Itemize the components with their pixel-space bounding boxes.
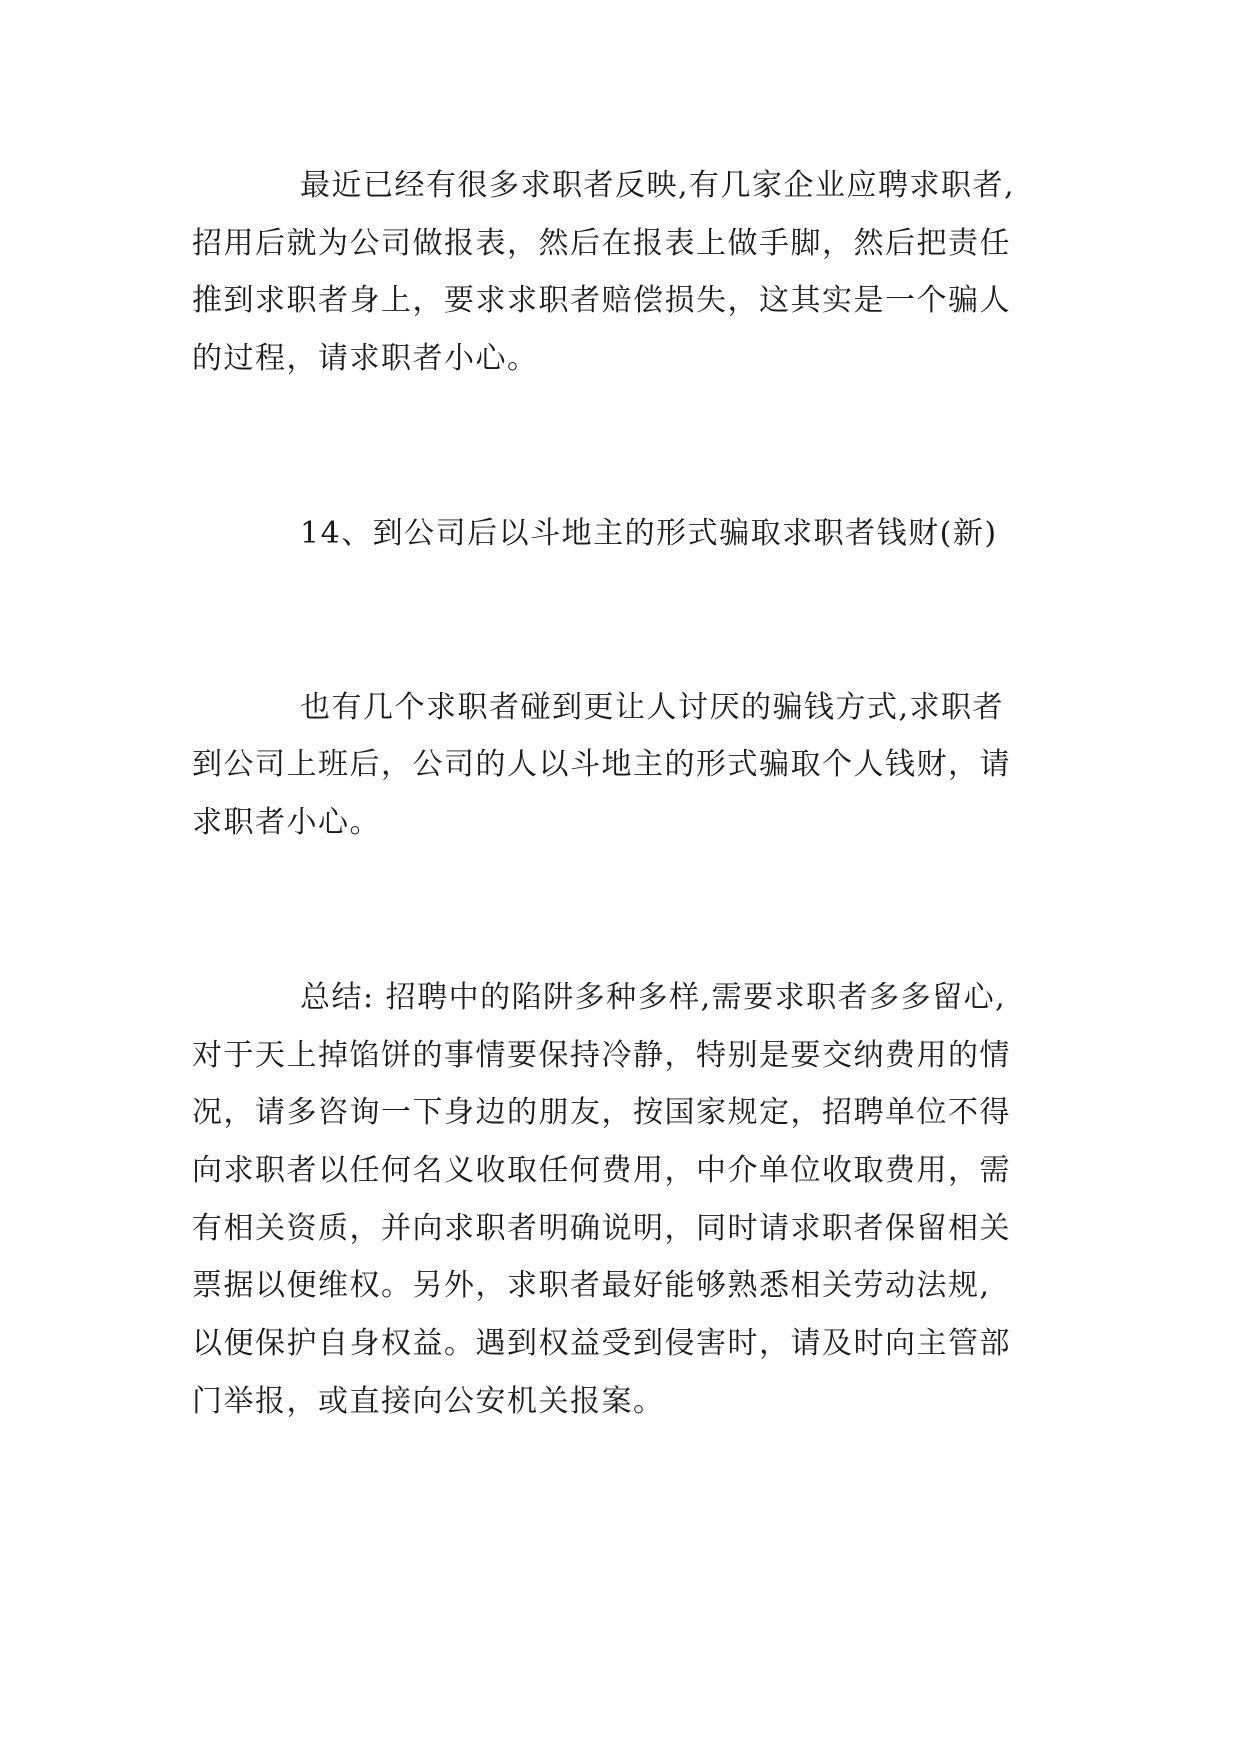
summary-line-7: 以便保护自身权益。遇到权益受到侵害时，请及时向主管部 bbox=[192, 1326, 1011, 1361]
paragraph-3-line-3: 求职者小心。 bbox=[192, 805, 381, 840]
summary-line-5: 有相关资质，并向求职者明确说明，同时请求职者保留相关 bbox=[192, 1211, 1011, 1246]
paragraph-3-line-2: 到公司上班后，公司的人以斗地主的形式骗取个人钱财，请 bbox=[192, 747, 1011, 782]
summary-line-8: 门举报，或直接向公安机关报案。 bbox=[192, 1384, 665, 1419]
section-heading-14: 14、到公司后以斗地主的形式骗取求职者钱财(新) bbox=[300, 516, 998, 551]
summary-line-6: 票据以便维权。另外，求职者最好能够熟悉相关劳动法规, bbox=[192, 1268, 991, 1303]
paragraph-1-line-4: 的过程，请求职者小心。 bbox=[192, 341, 539, 376]
summary-line-4: 向求职者以任何名义收取任何费用，中介单位收取费用，需 bbox=[192, 1153, 1011, 1188]
summary-line-1: 总结: 招聘中的陷阱多种多样,需要求职者多多留心, bbox=[300, 980, 1007, 1015]
summary-line-2: 对于天上掉馅饼的事情要保持冷静，特别是要交纳费用的情 bbox=[192, 1038, 1011, 1073]
summary-line-3: 况，请多咨询一下身边的朋友，按国家规定，招聘单位不得 bbox=[192, 1095, 1011, 1130]
paragraph-3-line-1: 也有几个求职者碰到更让人讨厌的骗钱方式,求职者 bbox=[300, 690, 1005, 725]
paragraph-1-line-2: 招用后就为公司做报表，然后在报表上做手脚，然后把责任 bbox=[192, 226, 1011, 261]
paragraph-1-line-1: 最近已经有很多求职者反映,有几家企业应聘求职者, bbox=[300, 168, 1016, 203]
paragraph-1-line-3: 推到求职者身上，要求求职者赔偿损失，这其实是一个骗人 bbox=[192, 283, 1011, 318]
